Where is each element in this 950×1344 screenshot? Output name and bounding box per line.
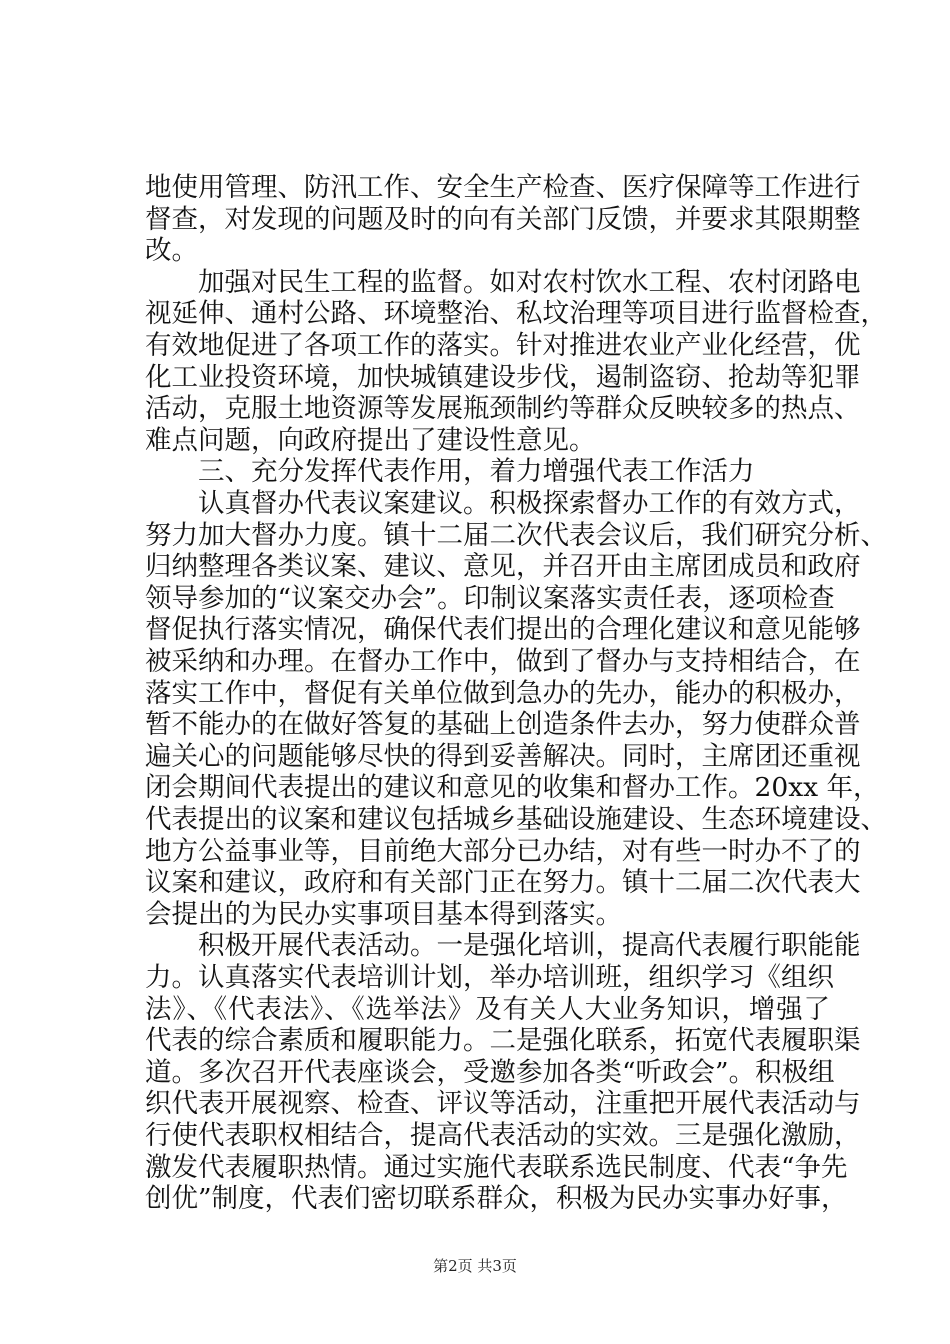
body-text-line: 活动，克服土地资源等发展瓶颈制约等群众反映较多的热点、 bbox=[145, 393, 861, 425]
body-text-line: 创优”制度，代表们密切联系群众，积极为民办实事办好事， bbox=[145, 1183, 848, 1215]
body-text-line: 地使用管理、防汛工作、安全生产检查、医疗保障等工作进行 bbox=[145, 172, 861, 203]
body-text-line: 视延伸、通村公路、环境整治、私坟治理等项目进行监督检查， bbox=[145, 298, 887, 330]
body-text-line: 代表提出的议案和建议包括城乡基础设施建设、生态环境建设、 bbox=[145, 804, 887, 835]
body-text-line: 有效地促进了各项工作的落实。针对推进农业产业化经营，优 bbox=[145, 330, 861, 361]
body-text-line: 努力加大督办力度。镇十二届二次代表会议后，我们研究分析、 bbox=[145, 519, 887, 551]
body-text-line: 认真督办代表议案建议。积极探索督办工作的有效方式， bbox=[145, 488, 861, 519]
body-text-line: 化工业投资环境，加快城镇建设步伐，遏制盗窃、抢劫等犯罪 bbox=[145, 361, 861, 393]
body-text-line: 积极开展代表活动。一是强化培训，提高代表履行职能能 bbox=[145, 930, 861, 962]
body-text-line: 织代表开展视察、检查、评议等活动，注重把开展代表活动与 bbox=[145, 1088, 861, 1120]
body-text-line: 加强对民生工程的监督。如对农村饮水工程、农村闭路电 bbox=[145, 266, 861, 298]
body-text-line: 被采纳和办理。在督办工作中，做到了督办与支持相结合，在 bbox=[145, 646, 861, 677]
body-text-line: 督查，对发现的问题及时的向有关部门反馈，并要求其限期整 bbox=[145, 203, 861, 235]
body-text-line: 议案和建议，政府和有关部门正在努力。镇十二届二次代表大 bbox=[145, 867, 861, 899]
body-text-line: 力。认真落实代表培训计划，举办培训班，组织学习《组织 bbox=[145, 962, 834, 993]
body-text-line: 激发代表履职热情。通过实施代表联系选民制度、代表“争先 bbox=[145, 1151, 848, 1183]
body-text-line: 改。 bbox=[145, 235, 198, 267]
body-text-line: 地方公益事业等，目前绝大部分已办结，对有些一时办不了的 bbox=[145, 835, 861, 867]
body-text-line: 遍关心的问题能够尽快的得到妥善解决。同时，主席团还重视 bbox=[145, 740, 861, 772]
section-heading: 三、充分发挥代表作用，着力增强代表工作活力 bbox=[145, 456, 755, 488]
body-text-line: 会提出的为民办实事项目基本得到落实。 bbox=[145, 898, 622, 930]
body-text-line: 行使代表职权相结合，提高代表活动的实效。三是强化激励， bbox=[145, 1120, 861, 1151]
page-footer: 第2页 共3页 bbox=[433, 1257, 517, 1275]
body-text-line: 代表的综合素质和履职能力。二是强化联系，拓宽代表履职渠 bbox=[145, 1025, 861, 1057]
body-text-line: 督促执行落实情况，确保代表们提出的合理化建议和意见能够 bbox=[145, 614, 861, 646]
body-text-line: 暂不能办的在做好答复的基础上创造条件去办，努力使群众普 bbox=[145, 709, 861, 741]
body-text-line: 领导参加的“议案交办会”。印制议案落实责任表，逐项检查 bbox=[145, 582, 835, 614]
body-text-line: 道。多次召开代表座谈会，受邀参加各类“听政会”。积极组 bbox=[145, 1056, 835, 1088]
body-text-line: 归纳整理各类议案、建议、意见，并召开由主席团成员和政府 bbox=[145, 551, 861, 583]
body-text-line: 法》、《代表法》、《选举法》及有关人大业务知识，增强了 bbox=[145, 993, 830, 1025]
body-text-line: 难点问题，向政府提出了建设性意见。 bbox=[145, 424, 596, 456]
body-text-line: 闭会期间代表提出的建议和意见的收集和督办工作。20xx 年， bbox=[145, 772, 880, 804]
body-text-line: 落实工作中，督促有关单位做到急办的先办，能办的积极办， bbox=[145, 677, 861, 709]
